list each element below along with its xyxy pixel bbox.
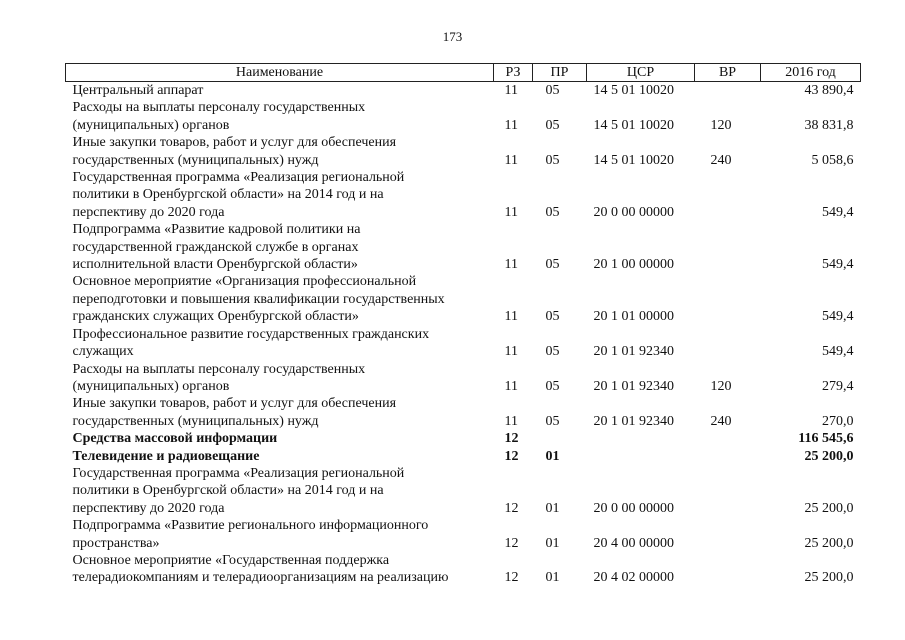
table-header-row xyxy=(66,64,861,82)
row-csr: 14 5 01 10020 xyxy=(593,83,674,98)
row-name-line: политики в Оренбургской области» на 2014 год и на xyxy=(72,483,384,499)
row-amount: 270,0 xyxy=(822,413,854,429)
row-name xyxy=(66,395,494,430)
row-rz: 11 xyxy=(504,257,518,273)
row-csr: 20 1 00 00000 xyxy=(593,257,674,273)
row-name-line: Расходы на выплаты персоналу государственных xyxy=(72,100,366,116)
row-name-line: Центральный аппарат xyxy=(72,83,204,98)
row-name-line: государственных (муниципальных) нужд xyxy=(72,413,319,429)
row-vr xyxy=(695,82,761,100)
row-vr xyxy=(695,552,761,587)
row-pr: 01 xyxy=(545,448,560,464)
row-rz: 11 xyxy=(504,204,518,220)
table-row xyxy=(66,517,861,552)
header-pr: ПР xyxy=(533,64,587,82)
row-pr: 05 xyxy=(545,413,560,429)
row-vr xyxy=(695,326,761,361)
row-name-line: переподготовки и повышения квалификации государственных xyxy=(72,291,445,307)
row-pr: 05 xyxy=(545,378,560,394)
row-name-line: Телевидение и радиовещание xyxy=(72,448,260,464)
row-csr xyxy=(587,430,695,447)
row-name xyxy=(66,169,494,221)
row-amount: 5 058,6 xyxy=(811,152,854,168)
row-vr xyxy=(695,517,761,552)
row-name-line: (муниципальных) органов xyxy=(72,378,230,394)
budget-table xyxy=(65,63,861,587)
table-row xyxy=(66,448,861,465)
row-rz: 12 xyxy=(504,535,519,551)
row-amount: 549,4 xyxy=(822,257,854,273)
row-vr xyxy=(695,221,761,273)
row-rz: 11 xyxy=(504,413,518,429)
row-rz: 11 xyxy=(504,378,518,394)
row-amount: 25 200,0 xyxy=(804,448,854,464)
table-row xyxy=(66,82,861,100)
row-name xyxy=(66,326,494,361)
row-name-line: государственных (муниципальных) нужд xyxy=(72,152,319,168)
row-amount: 549,4 xyxy=(822,309,854,325)
row-csr: 20 1 01 00000 xyxy=(593,309,674,325)
row-rz: 12 xyxy=(504,448,519,464)
row-name xyxy=(66,361,494,396)
row-rz: 12 xyxy=(504,500,519,516)
row-name-line: Средства массовой информации xyxy=(72,431,278,447)
row-csr: 20 0 00 00000 xyxy=(593,204,674,220)
row-pr: 05 xyxy=(545,152,560,168)
row-vr xyxy=(695,169,761,221)
row-vr xyxy=(695,448,761,465)
table-row xyxy=(66,465,861,517)
header-csr: ЦСР xyxy=(587,64,695,82)
row-name-line: Иные закупки товаров, работ и услуг для обеспечения xyxy=(72,396,397,412)
row-name xyxy=(66,552,494,587)
header-rz: РЗ xyxy=(494,64,533,82)
row-pr xyxy=(533,430,587,447)
row-vr xyxy=(695,273,761,325)
row-name-line: исполнительной власти Оренбургской области» xyxy=(72,257,358,273)
row-name xyxy=(66,517,494,552)
row-csr: 20 4 02 00000 xyxy=(593,570,674,586)
row-csr: 14 5 01 10020 xyxy=(593,117,674,133)
row-pr: 05 xyxy=(545,204,560,220)
row-name-line: Государственная программа «Реализация региональной xyxy=(72,465,405,481)
row-rz: 11 xyxy=(504,309,518,325)
row-name-line: (муниципальных) органов xyxy=(72,117,230,133)
table-row xyxy=(66,552,861,587)
row-pr: 05 xyxy=(545,117,560,133)
row-name-line: Основное мероприятие «Организация профессиональной xyxy=(72,274,417,290)
row-csr: 20 0 00 00000 xyxy=(593,500,674,516)
row-name xyxy=(66,430,494,447)
row-amount: 279,4 xyxy=(822,378,854,394)
header-vr: ВР xyxy=(695,64,761,82)
row-csr: 20 4 00 00000 xyxy=(593,535,674,551)
row-vr: 240 xyxy=(710,152,732,168)
row-vr xyxy=(695,465,761,517)
row-amount: 549,4 xyxy=(822,344,854,360)
row-name xyxy=(66,221,494,273)
row-name-line: Государственная программа «Реализация региональной xyxy=(72,170,405,186)
row-rz: 11 xyxy=(504,117,518,133)
row-amount: 43 890,4 xyxy=(804,83,854,98)
row-pr: 05 xyxy=(545,257,560,273)
row-name xyxy=(66,273,494,325)
row-amount: 116 545,6 xyxy=(798,431,854,447)
row-pr: 01 xyxy=(545,570,560,586)
row-amount: 25 200,0 xyxy=(804,500,854,516)
row-name-line: Иные закупки товаров, работ и услуг для обеспечения xyxy=(72,135,397,151)
table-row xyxy=(66,134,861,169)
row-vr xyxy=(695,430,761,447)
row-name-line: Профессиональное развитие государственных гражданских xyxy=(72,326,430,342)
table-row xyxy=(66,99,861,134)
row-amount: 25 200,0 xyxy=(804,535,854,551)
row-vr: 120 xyxy=(710,378,732,394)
row-csr: 20 1 01 92340 xyxy=(593,378,674,394)
header-name: Наименование xyxy=(66,64,494,82)
table-row xyxy=(66,430,861,447)
row-name-line: Подпрограмма «Развитие регионального информационного xyxy=(72,518,429,534)
row-name-line: перспективу до 2020 года xyxy=(72,500,225,516)
row-amount: 25 200,0 xyxy=(804,570,854,586)
table-row xyxy=(66,395,861,430)
row-name xyxy=(66,99,494,134)
row-pr: 05 xyxy=(545,83,560,98)
row-rz: 11 xyxy=(504,83,518,98)
row-rz: 11 xyxy=(504,152,518,168)
table-row xyxy=(66,326,861,361)
page-number: 173 xyxy=(442,29,463,44)
row-name-line: Подпрограмма «Развитие кадровой политики на xyxy=(72,222,361,238)
header-year: 2016 год xyxy=(761,64,861,82)
row-name-line: Основное мероприятие «Государственная поддержка xyxy=(72,552,390,568)
table-body xyxy=(66,82,861,587)
row-pr: 05 xyxy=(545,344,560,360)
row-rz: 12 xyxy=(504,570,519,586)
row-name xyxy=(66,82,494,100)
table-row xyxy=(66,169,861,221)
row-pr: 01 xyxy=(545,535,560,551)
row-csr xyxy=(587,448,695,465)
row-csr: 14 5 01 10020 xyxy=(593,152,674,168)
row-pr: 01 xyxy=(545,500,560,516)
table-row xyxy=(66,361,861,396)
row-csr: 20 1 01 92340 xyxy=(593,413,674,429)
row-csr: 20 1 01 92340 xyxy=(593,344,674,360)
table-row xyxy=(66,221,861,273)
row-name-line: перспективу до 2020 года xyxy=(72,204,225,220)
row-name xyxy=(66,465,494,517)
row-pr: 05 xyxy=(545,309,560,325)
row-name xyxy=(66,448,494,465)
row-name-line: телерадиокомпаниям и телерадиоорганизациям на реализацию xyxy=(72,570,449,586)
row-name xyxy=(66,134,494,169)
row-name-line: Расходы на выплаты персоналу государственных xyxy=(72,361,366,377)
row-rz: 11 xyxy=(504,344,518,360)
table-row xyxy=(66,273,861,325)
row-name-line: государственной гражданской службе в органах xyxy=(72,239,359,255)
row-name-line: служащих xyxy=(72,344,134,360)
row-rz: 12 xyxy=(504,431,519,447)
row-amount: 549,4 xyxy=(822,204,854,220)
row-vr: 120 xyxy=(710,117,732,133)
row-name-line: политики в Оренбургской области» на 2014 год и на xyxy=(72,187,384,203)
row-vr: 240 xyxy=(710,413,732,429)
row-amount: 38 831,8 xyxy=(804,117,854,133)
row-name-line: гражданских служащих Оренбургской области» xyxy=(72,309,359,325)
row-name-line: пространства» xyxy=(72,535,160,551)
